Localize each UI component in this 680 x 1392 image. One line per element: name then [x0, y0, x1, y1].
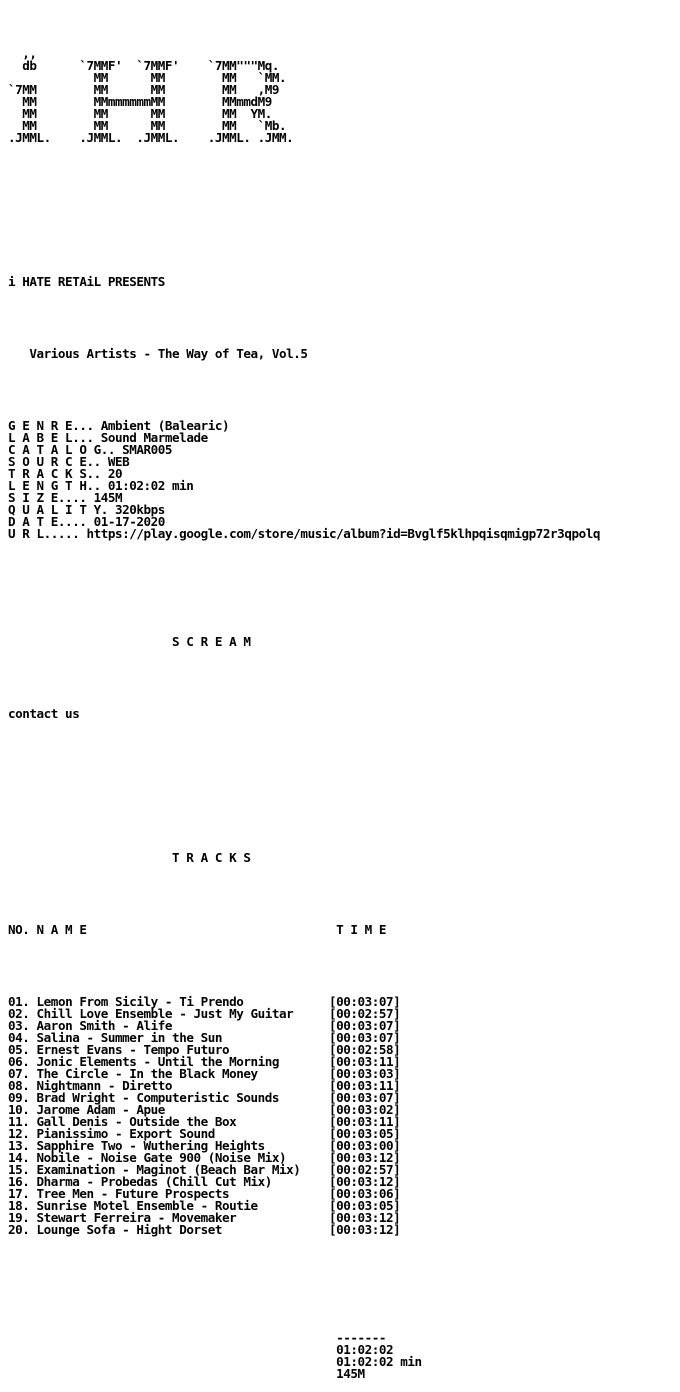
info-label: S I Z E.... — [8, 490, 87, 505]
info-label: G E N R E... — [8, 418, 94, 433]
info-row — [8, 528, 600, 540]
track-title: Ernest Evans - Tempo Futuro — [36, 1042, 230, 1057]
info-value: 01:02:02 min — [107, 478, 194, 493]
track-time: [00:03:12] — [328, 1222, 401, 1237]
presenter-line: i HATE RETAiL PRESENTS — [8, 274, 165, 289]
track-title: Gall Denis - Outside the Box — [36, 1114, 237, 1129]
track-title: Brad Wright - Computeristic Sounds — [36, 1090, 280, 1105]
logo-row-text: MM MM MM MM `Mb. — [8, 118, 287, 133]
totals-block — [8, 1332, 600, 1380]
track-time: [00:02:58] — [328, 1042, 401, 1057]
release-info — [8, 420, 600, 540]
track-time: [00:03:11] — [328, 1078, 401, 1093]
info-value: SMAR005 — [122, 442, 173, 457]
track-number: 04. — [8, 1030, 30, 1045]
info-value: Ambient (Balearic) — [100, 418, 230, 433]
total-length-line — [8, 1356, 600, 1368]
total-length: 01:02:02 min — [336, 1354, 422, 1369]
track-number: 02. — [8, 1006, 30, 1021]
info-label: L E N G T H.. — [8, 478, 101, 493]
track-time: [00:03:02] — [328, 1102, 401, 1117]
scream-heading: S C R E A M — [172, 634, 251, 649]
info-value: WEB — [107, 454, 130, 469]
track-number: 05. — [8, 1042, 30, 1057]
track-time: [00:03:07] — [328, 994, 401, 1009]
track-time: [00:02:57] — [328, 1006, 401, 1021]
info-label: U R L..... — [8, 526, 80, 541]
ascii-logo — [8, 48, 600, 144]
logo-row-text: MM MM MM MM YM. — [8, 106, 287, 121]
track-title: Lounge Sofa - Hight Dorset — [36, 1222, 222, 1237]
logo-row-text: .JMML. .JMML. .JMML. .JMML. .JMM. — [8, 130, 294, 145]
tracks-column-header: NO. N A M E T I M E — [8, 922, 387, 937]
track-title: Lemon From Sicily - Ti Prendo — [36, 994, 244, 1009]
track-title: Jonic Elements - Until the Morning — [36, 1054, 280, 1069]
track-time: [00:03:12] — [328, 1210, 401, 1225]
logo-row-text: `7MM MM MM MM ,M9 — [8, 82, 287, 97]
info-label: C A T A L O G.. — [8, 442, 115, 457]
info-label: L A B E L... — [8, 430, 94, 445]
track-row — [8, 1224, 600, 1236]
track-time: [00:03:11] — [328, 1054, 401, 1069]
logo-row — [8, 132, 600, 144]
track-title: Examination - Maginot (Beach Bar Mix) — [36, 1162, 301, 1177]
track-number: 10. — [8, 1102, 30, 1117]
track-title: Chill Love Ensemble - Just My Guitar — [36, 1006, 294, 1021]
track-number: 12. — [8, 1126, 30, 1141]
track-time: [00:02:57] — [328, 1162, 401, 1177]
info-label: S O U R C E.. — [8, 454, 101, 469]
track-number: 03. — [8, 1018, 30, 1033]
track-title: Jarome Adam - Apue — [36, 1102, 165, 1117]
totals-separator-line — [8, 1332, 600, 1344]
track-title: Sapphire Two - Wuthering Heights — [36, 1138, 265, 1153]
track-time: [00:03:07] — [328, 1090, 401, 1105]
track-number: 01. — [8, 994, 30, 1009]
track-number: 15. — [8, 1162, 30, 1177]
track-title: Sunrise Motel Ensemble - Routie — [36, 1198, 258, 1213]
release-title: Various Artists - The Way of Tea, Vol.5 — [29, 346, 308, 361]
total-size-line — [8, 1368, 600, 1380]
total-time-line — [8, 1344, 600, 1356]
logo-row-text: ,, — [8, 46, 280, 61]
track-number: 20. — [8, 1222, 30, 1237]
track-time: [00:03:07] — [328, 1018, 401, 1033]
tracks-heading: T R A C K S — [172, 850, 251, 865]
track-number: 17. — [8, 1186, 30, 1201]
track-time: [00:03:12] — [328, 1174, 401, 1189]
totals-separator: ------- — [336, 1330, 387, 1345]
info-value: 145M — [93, 490, 123, 505]
track-number: 09. — [8, 1090, 30, 1105]
track-title: The Circle - In the Black Money — [36, 1066, 258, 1081]
info-label: Q U A L I T Y. — [8, 502, 108, 517]
info-value: 20 — [107, 466, 123, 481]
track-time: [00:03:06] — [328, 1186, 401, 1201]
track-number: 16. — [8, 1174, 30, 1189]
track-time: [00:03:00] — [328, 1138, 401, 1153]
track-title: Salina - Summer in the Sun — [36, 1030, 222, 1045]
track-time: [00:03:05] — [328, 1198, 401, 1213]
track-title: Dharma - Probedas (Chill Cut Mix) — [36, 1174, 272, 1189]
track-number: 14. — [8, 1150, 30, 1165]
nfo-document — [8, 24, 600, 1392]
track-title: Nightmann - Diretto — [36, 1078, 173, 1093]
logo-row-text: db `7MMF' `7MMF' `7MM"""Mq. — [8, 58, 287, 73]
info-value: 320kbps — [115, 502, 165, 517]
track-title: Stewart Ferreira - Movemaker — [36, 1210, 237, 1225]
track-number: 11. — [8, 1114, 30, 1129]
track-title: Nobile - Noise Gate 900 (Noise Mix) — [36, 1150, 287, 1165]
total-size: 145M — [336, 1366, 365, 1381]
contact-link[interactable]: contact us — [8, 706, 80, 721]
info-value: Sound Marmelade — [100, 430, 208, 445]
track-title: Pianissimo - Export Sound — [36, 1126, 215, 1141]
info-value: 01-17-2020 — [93, 514, 165, 529]
track-number: 13. — [8, 1138, 30, 1153]
track-list — [8, 996, 600, 1236]
track-time: [00:03:05] — [328, 1126, 401, 1141]
track-number: 18. — [8, 1198, 30, 1213]
track-time: [00:03:11] — [328, 1114, 401, 1129]
track-time: [00:03:12] — [328, 1150, 401, 1165]
logo-row-text: MM MMmmmmmmMM MMmmdM9 — [8, 94, 287, 109]
track-time: [00:03:03] — [328, 1066, 401, 1081]
track-number: 06. — [8, 1054, 30, 1069]
track-title: Tree Men - Future Prospects — [36, 1186, 230, 1201]
info-label: T R A C K S.. — [8, 466, 101, 481]
info-label: D A T E.... — [8, 514, 87, 529]
total-time: 01:02:02 — [336, 1342, 394, 1357]
track-number: 07. — [8, 1066, 30, 1081]
track-number: 08. — [8, 1078, 30, 1093]
info-url[interactable]: https://play.google.com/store/music/album?id=Bvglf5klhpqisqmigp72r3qpolq — [86, 526, 600, 541]
track-title: Aaron Smith - Alife — [36, 1018, 173, 1033]
track-time: [00:03:07] — [328, 1030, 401, 1045]
logo-row-text: MM MM MM `MM. — [8, 70, 287, 85]
track-number: 19. — [8, 1210, 30, 1225]
